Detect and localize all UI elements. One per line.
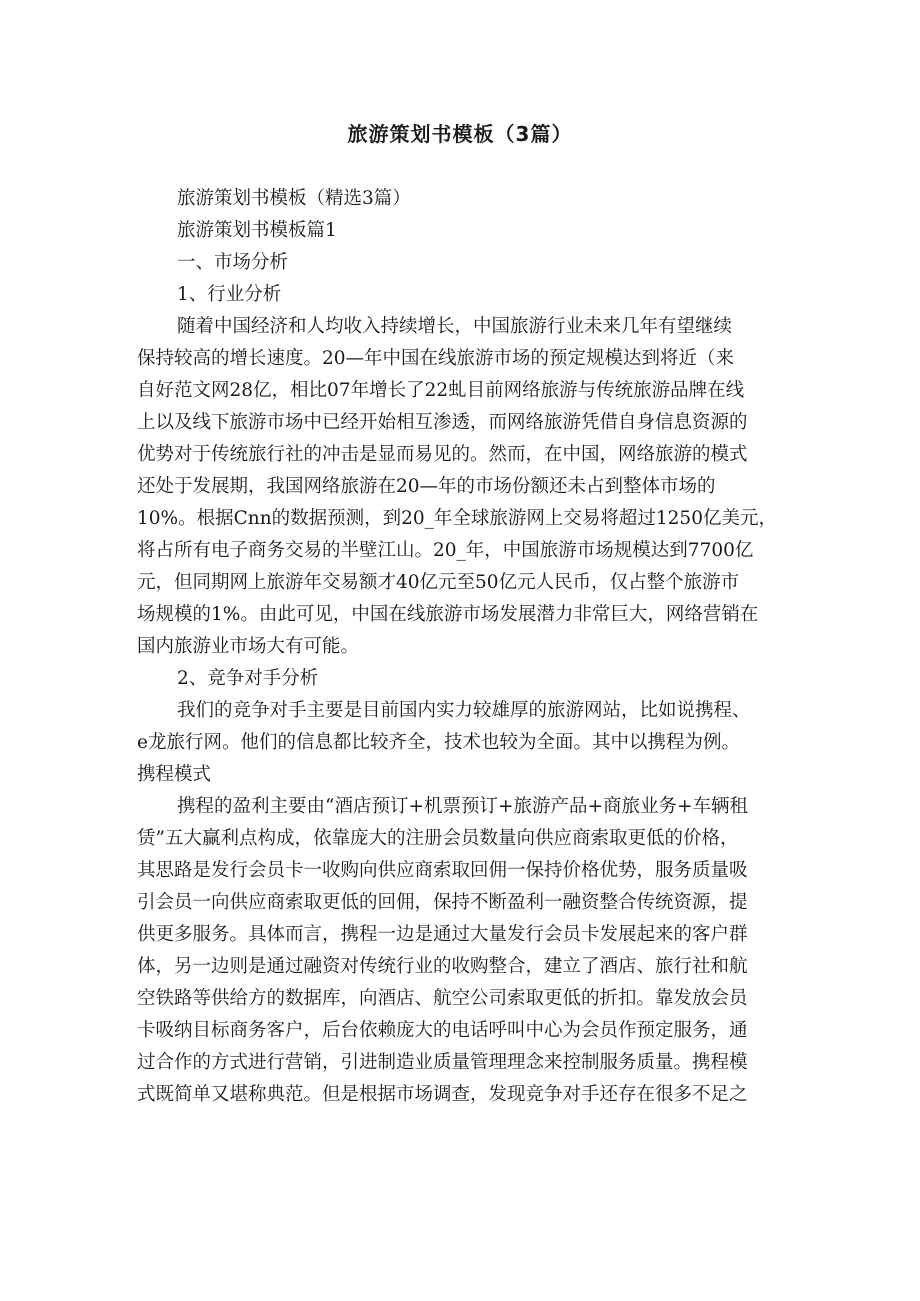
text-line: 上以及线下旅游市场中已经开始相互渗透，而网络旅游凭借自身信息资源的 bbox=[137, 412, 748, 433]
text-line: 携程模式 bbox=[137, 764, 212, 785]
text-line: 场规模的1%。由此可见，中国在线旅游市场发展潜力非常巨大，网络营销在 bbox=[137, 604, 759, 625]
text-line: 引会员一向供应商索取更低的回佣，保持不断盈利一融资整合传统资源，提 bbox=[137, 892, 748, 913]
text-line: 携程的盈利主要由“酒店预订+机票预订+旅游产品+商旅业务+车辆租 bbox=[177, 796, 748, 817]
text-line: 旅游策划书模板（精选3篇） bbox=[177, 188, 411, 209]
text-line: 10%。根据Cnn的数据预测，到20_年全球旅游网上交易将超过1250亿美元， bbox=[137, 508, 777, 529]
text-line: e龙旅行网。他们的信息都比较齐全，技术也较为全面。其中以携程为例。 bbox=[137, 732, 740, 753]
text-line: 保持较高的增长速度。20—年中国在线旅游市场的预定规模达到将近（来 bbox=[137, 348, 735, 369]
text-line: 供更多服务。具体而言，携程一边是通过大量发行会员卡发展起来的客户群 bbox=[137, 924, 748, 945]
text-line: 我们的竞争对手主要是目前国内实力较雄厚的旅游网站，比如说携程、 bbox=[177, 700, 751, 721]
text-line: 赁”五大赢利点构成，依靠庞大的注册会员数量向供应商索取更低的价格， bbox=[137, 828, 739, 849]
text-line: 自好范文网28亿，相比07年增长了22虬目前网络旅游与传统旅游品牌在线 bbox=[137, 380, 745, 401]
text-line: 体，另一边则是通过融资对传统行业的收购整合，建立了酒店、旅行社和航 bbox=[137, 956, 748, 977]
text-line: 过合作的方式进行营销，引进制造业质量管理理念来控制服务质量。携程模 bbox=[137, 1052, 748, 1073]
text-line: 旅游策划书模板篇1 bbox=[177, 220, 337, 241]
text-line: 1、行业分析 bbox=[177, 284, 282, 305]
text-line: 还处于发展期，我国网络旅游在20—年的市场份额还未占到整体市场的 bbox=[137, 476, 716, 497]
text-line: 卡吸纳目标商务客户，后台依赖庞大的电话呼叫中心为会员作预定服务，通 bbox=[137, 1020, 748, 1041]
text-line: 其思路是发行会员卡一收购向供应商索取回佣一保持价格优势，服务质量吸 bbox=[137, 860, 748, 881]
text-line: 式既简单又堪称典范。但是根据市场调查，发现竞争对手还存在很多不足之 bbox=[137, 1084, 748, 1105]
text-line: 优势对于传统旅行社的冲击是显而易见的。然而，在中国，网络旅游的模式 bbox=[137, 444, 748, 465]
document-body bbox=[137, 183, 797, 1111]
text-line: 国内旅游业市场大有可能。 bbox=[137, 636, 360, 657]
text-line: 2、竞争对手分析 bbox=[177, 668, 319, 689]
text-line: 一、市场分析 bbox=[177, 252, 289, 273]
text-line: 将占所有电子商务交易的半壁江山。20_年，中国旅游市场规模达到7700亿 bbox=[137, 540, 754, 561]
text-line: 空铁路等供给方的数据库，向酒店、航空公司索取更低的折扣。靠发放会员 bbox=[137, 988, 748, 1009]
text-line: 随着中国经济和人均收入持续增长，中国旅游行业未来几年有望继续 bbox=[177, 316, 733, 337]
document-title: 旅游策划书模板（3篇） bbox=[347, 122, 573, 146]
text-line: 元，但同期网上旅游年交易额才40亿元至50亿元人民币，仅占整个旅游市 bbox=[137, 572, 740, 593]
